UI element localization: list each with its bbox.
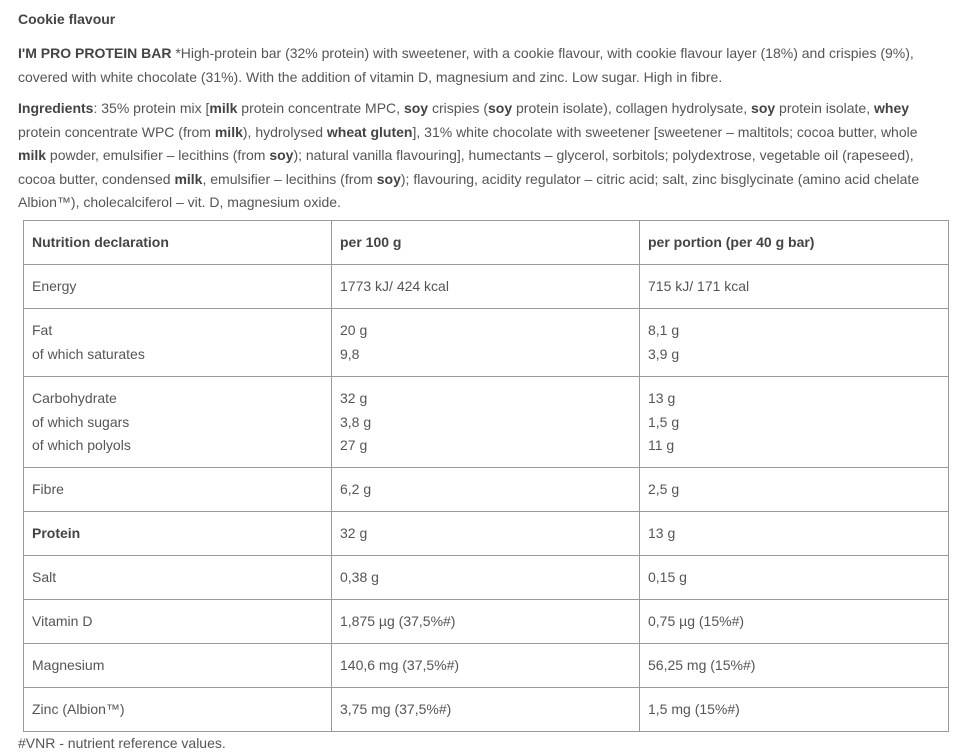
allergen-highlight: whey: [874, 100, 910, 116]
value-per-portion: 13 g: [648, 525, 676, 541]
table-header-row: [24, 221, 949, 265]
nutrient-name: Carbohydrate: [32, 390, 117, 406]
value-per-100g-cell: [332, 600, 640, 644]
ingredients-segment: protein isolate), collagen hydrolysate,: [512, 100, 752, 116]
nutrient-name: of which sugars: [32, 413, 130, 430]
nutrient-name: Protein: [32, 525, 81, 541]
value-per-portion-cell: [640, 688, 949, 732]
value-per-portion-cell: [640, 644, 949, 688]
value-per-portion: 0,15 g: [648, 569, 687, 585]
value-per-portion: 56,25 mg (15%#): [648, 657, 756, 673]
nutrient-name-cell: [24, 377, 332, 468]
value-per-100g-cell: [332, 512, 640, 556]
allergen-highlight: soy: [487, 100, 513, 116]
ingredients-segment: protein isolate,: [775, 100, 874, 116]
allergen-highlight: milk: [174, 170, 203, 187]
nutrient-name: Magnesium: [32, 657, 105, 673]
value-per-portion-cell: [640, 265, 949, 309]
nutrient-name: of which saturates: [32, 345, 145, 362]
ingredients-segment: ); natural vanilla flavouring], humectants – glycerol, sorbitols; polydextrose, vegetable oil (rapeseed), cocoa butter, condensed: [18, 147, 914, 187]
description-text: *High-protein bar (32% protein) with sweetener, with a cookie flavour, with cookie flavour layer (18%) and crispies (9%), covered with white chocolate (31%). With the addition of vitamin D, magnesium and zinc. Low sugar. High in fibre.: [18, 45, 914, 85]
value-per-100g-cell: [332, 688, 640, 732]
value-per-portion: 1,5 mg (15%#): [648, 701, 740, 717]
ingredients-segment: ], 31% white chocolate with sweetener [sweetener – maltitols; cocoa butter, whole: [412, 123, 918, 140]
table-row: [24, 377, 949, 468]
nutrient-name-cell: [24, 512, 332, 556]
value-per-100g-cell: [332, 377, 640, 468]
value-per-100g: 6,2 g: [340, 481, 372, 497]
nutrient-name-cell: [24, 688, 332, 732]
flavour-title: Cookie flavour: [18, 11, 116, 27]
nutrient-name: Vitamin D: [32, 613, 93, 629]
ingredients-segment: , emulsifier – lecithins (from: [202, 170, 377, 187]
value-per-100g: 20 g: [340, 322, 368, 338]
header-per-100g: per 100 g: [332, 221, 640, 265]
footnote: #VNR - nutrient reference values.: [18, 735, 226, 751]
allergen-highlight: milk: [209, 100, 238, 116]
value-per-100g: 32 g: [340, 390, 368, 406]
value-per-portion: 0,75 µg (15%#): [648, 613, 745, 629]
ingredients-segment: ); flavouring, acidity regulator – citric acid; salt, zinc bisglycinate (amino acid chelate Albion™), cholecalciferol – vit. D, magnesium oxide.: [18, 170, 920, 210]
ingredients-segment: powder, emulsifier – lecithins (from: [46, 147, 270, 163]
nutrient-name: Fat: [32, 322, 53, 338]
allergen-highlight: soy: [269, 147, 294, 163]
ingredients-label: Ingredients: [18, 100, 94, 116]
nutrient-name: Zinc (Albion™): [32, 701, 125, 717]
header-per-portion: per portion (per 40 g bar): [640, 221, 949, 265]
ingredients-segment: ), hydrolysed: [242, 123, 327, 140]
ingredients-segment: protein concentrate MPC,: [237, 100, 404, 116]
value-per-100g: 140,6 mg (37,5%#): [340, 657, 460, 673]
value-per-100g: 32 g: [340, 525, 368, 541]
value-per-100g: 3,75 mg (37,5%#): [340, 701, 452, 717]
allergen-highlight: milk: [18, 147, 47, 163]
table-row: [24, 556, 949, 600]
value-per-portion-cell: [640, 468, 949, 512]
nutrient-name-cell: [24, 265, 332, 309]
nutrient-name-cell: [24, 600, 332, 644]
value-per-portion: 8,1 g: [648, 322, 680, 338]
product-name: I'M PRO PROTEIN BAR: [18, 45, 172, 61]
value-per-portion-cell: [640, 600, 949, 644]
value-per-portion: 3,9 g: [648, 345, 680, 362]
value-per-100g: 0,38 g: [340, 569, 379, 585]
allergen-highlight: soy: [403, 100, 429, 116]
table-row: [24, 644, 949, 688]
allergen-highlight: soy: [751, 100, 776, 116]
value-per-100g-cell: [332, 644, 640, 688]
table-row: [24, 512, 949, 556]
value-per-portion: 715 kJ/ 171 kcal: [648, 278, 750, 294]
value-per-100g: 1,875 µg (37,5%#): [340, 613, 456, 629]
value-per-portion: 13 g: [648, 390, 676, 406]
table-row: [24, 688, 949, 732]
table-row: [24, 468, 949, 512]
value-per-100g-cell: [332, 468, 640, 512]
table-row: [24, 600, 949, 644]
product-description: [18, 42, 948, 89]
nutrient-name-cell: [24, 644, 332, 688]
value-per-portion-cell: [640, 512, 949, 556]
ingredients-paragraph: [18, 97, 948, 215]
value-per-100g: 27 g: [340, 437, 368, 453]
nutrient-name: Fibre: [32, 481, 64, 497]
table-row: [24, 265, 949, 309]
nutrient-name-cell: [24, 309, 332, 377]
product-info: [18, 0, 948, 215]
value-per-100g-cell: [332, 309, 640, 377]
value-per-portion-cell: [640, 377, 949, 468]
nutrient-name: Energy: [32, 278, 77, 294]
allergen-highlight: wheat gluten: [326, 123, 413, 140]
value-per-100g: 3,8 g: [340, 413, 372, 430]
value-per-portion-cell: [640, 309, 949, 377]
value-per-100g: 9,8: [340, 345, 360, 362]
header-nutrition-declaration: Nutrition declaration: [24, 221, 332, 265]
ingredients-text: [18, 100, 919, 210]
allergen-highlight: soy: [376, 170, 401, 187]
value-per-portion: 11 g: [648, 437, 675, 453]
value-per-100g-cell: [332, 556, 640, 600]
value-per-100g-cell: [332, 265, 640, 309]
value-per-portion: 2,5 g: [648, 481, 680, 497]
ingredients-segment: crispies (: [428, 100, 488, 116]
table-row: [24, 309, 949, 377]
nutrient-name-cell: [24, 468, 332, 512]
nutrient-name: of which polyols: [32, 437, 131, 453]
value-per-100g: 1773 kJ/ 424 kcal: [340, 278, 449, 294]
allergen-highlight: milk: [214, 123, 243, 140]
nutrient-name: Salt: [32, 569, 57, 585]
nutrition-table: [23, 220, 949, 732]
nutrient-name-cell: [24, 556, 332, 600]
value-per-portion: 1,5 g: [648, 413, 680, 430]
ingredients-segment: : 35% protein mix [: [93, 100, 210, 116]
ingredients-segment: protein concentrate WPC (from: [18, 123, 215, 140]
value-per-portion-cell: [640, 556, 949, 600]
